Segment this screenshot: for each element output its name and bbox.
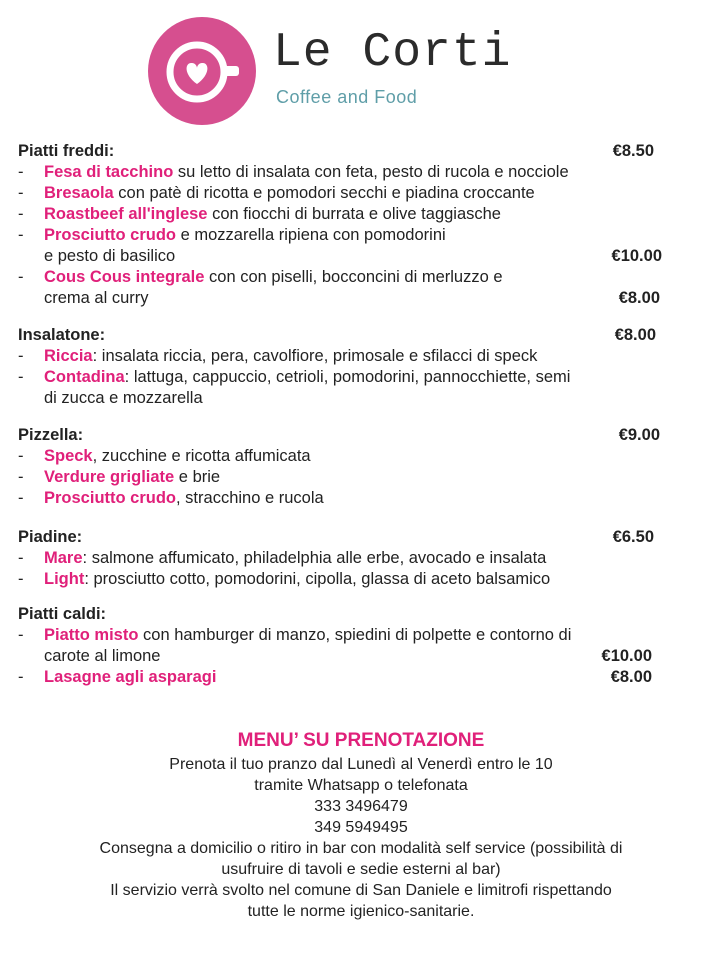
menu-item: - Cous Cous integrale con con piselli, bocconcini di merluzzo e — [18, 268, 503, 286]
booking-info — [0, 728, 722, 922]
booking-title: MENU’ SU PRENOTAZIONE — [237, 730, 485, 751]
section-price: €8.50 — [612, 142, 654, 160]
item-desc-cont: carote al limone — [44, 647, 161, 665]
item-desc: su letto di insalata con feta, pesto di rucola e nocciole — [173, 163, 569, 181]
section-piatti-caldi — [18, 604, 652, 688]
menu-item-continued — [18, 388, 656, 409]
section-title: Pizzella: — [18, 426, 84, 444]
phone-number: 349 5949495 — [314, 819, 408, 836]
phone-number: 333 3496479 — [314, 798, 408, 815]
menu-item: - Prosciutto crudo e mozzarella ripiena con pomodorini — [18, 226, 446, 244]
menu-item: - Piatto misto con hamburger di manzo, spiedini di polpette e contorno di — [18, 626, 572, 644]
menu-item: - Bresaola con patè di ricotta e pomodori secchi e piadina croccante — [18, 184, 535, 202]
brand-subtitle: Coffee and Food — [276, 87, 418, 107]
section-title: Insalatone: — [18, 326, 106, 344]
item-desc-cont: crema al curry — [44, 289, 149, 307]
menu-item: - Verdure grigliate e brie — [18, 468, 221, 486]
section-title: Piadine: — [18, 528, 83, 546]
item-name: Lasagne agli asparagi — [44, 668, 217, 686]
item-price: €8.00 — [618, 289, 660, 307]
booking-line: Prenota il tuo pranzo dal Lunedì al Venerdì entro le 10 — [169, 756, 553, 773]
booking-line: usufruire di tavoli e sedie esterni al bar) — [221, 861, 501, 878]
menu-item: - Prosciutto crudo, stracchino e rucola — [18, 489, 324, 507]
menu-item: - Roastbeef all'inglese con fiocchi di burrata e olive taggiasche — [18, 205, 501, 223]
menu-item: - Lasagne agli asparagi €8.00 — [18, 668, 652, 686]
menu-item-continued — [18, 246, 662, 267]
menu-item: - Speck, zucchine e ricotta affumicata — [18, 447, 311, 465]
item-name: Prosciutto crudo — [44, 226, 177, 244]
booking-line: Consegna a domicilio o ritiro in bar con modalità self service (possibilità di — [99, 840, 623, 857]
section-insalatone — [18, 325, 656, 409]
item-desc: , zucchine e ricotta affumicata — [92, 447, 311, 465]
menu-item: - Mare: salmone affumicato, philadelphia alle erbe, avocado e insalata — [18, 549, 547, 567]
menu-item: - Contadina: lattuga, cappuccio, cetrioli, pomodorini, pannocchiette, semi — [18, 368, 571, 386]
item-desc: , stracchino e rucola — [176, 489, 324, 507]
item-desc: : insalata riccia, pera, cavolfiore, primosale e sfilacci di speck — [92, 347, 538, 365]
item-price: €8.00 — [610, 668, 652, 686]
item-desc: : salmone affumicato, philadelphia alle erbe, avocado e insalata — [82, 549, 547, 567]
item-name: Fesa di tacchino — [44, 163, 174, 181]
menu-item-continued — [18, 288, 660, 309]
item-name: Speck — [44, 447, 93, 465]
item-name: Piatto misto — [44, 626, 139, 644]
menu-item: - Riccia: insalata riccia, pera, cavolfiore, primosale e sfilacci di speck — [18, 347, 538, 365]
item-desc-cont: e pesto di basilico — [44, 247, 176, 265]
coffee-cup-logo-icon — [147, 16, 257, 126]
item-desc: con hamburger di manzo, spiedini di polpette e contorno di — [138, 626, 572, 644]
section-price: €8.00 — [614, 326, 656, 344]
item-desc-cont: di zucca e mozzarella — [44, 389, 203, 407]
booking-line: tutte le norme igienico-sanitarie. — [247, 903, 475, 920]
item-desc: e brie — [174, 468, 221, 486]
section-price: €9.00 — [618, 426, 660, 444]
item-desc: : prosciutto cotto, pomodorini, cipolla, glassa di aceto balsamico — [84, 570, 551, 588]
item-name: Roastbeef all'inglese — [44, 205, 208, 223]
item-desc: con con piselli, bocconcini di merluzzo e — [204, 268, 503, 286]
item-name: Verdure grigliate — [44, 468, 175, 486]
item-desc: con patè di ricotta e pomodori secchi e piadina croccante — [113, 184, 535, 202]
item-desc: : lattuga, cappuccio, cetrioli, pomodorini, pannocchiette, semi — [124, 368, 571, 386]
item-desc: e mozzarella ripiena con pomodorini — [176, 226, 446, 244]
item-name: Riccia — [44, 347, 93, 365]
item-name: Light — [44, 570, 85, 588]
menu-item: - Fesa di tacchino su letto di insalata con feta, pesto di rucola e nocciole — [18, 163, 569, 181]
booking-line: Il servizio verrà svolto nel comune di San Daniele e limitrofi rispettando — [110, 882, 612, 899]
item-name: Bresaola — [44, 184, 114, 202]
item-name: Contadina — [44, 368, 125, 386]
section-title: Piatti freddi: — [18, 142, 115, 160]
item-price: €10.00 — [611, 247, 662, 265]
item-price: €10.00 — [601, 647, 652, 665]
item-name: Mare — [44, 549, 83, 567]
section-title: Piatti caldi: — [18, 605, 107, 623]
section-piatti-freddi — [18, 141, 662, 309]
item-name: Cous Cous integrale — [44, 268, 205, 286]
brand-name: Le Corti — [273, 26, 512, 80]
item-desc: con fiocchi di burrata e olive taggiasche — [207, 205, 501, 223]
menu-item-continued — [18, 646, 652, 667]
section-piadine — [18, 527, 654, 590]
item-name: Prosciutto crudo — [44, 489, 177, 507]
booking-line: tramite Whatsapp o telefonata — [254, 777, 468, 794]
section-price: €6.50 — [612, 528, 654, 546]
menu-item: - Light: prosciutto cotto, pomodorini, cipolla, glassa di aceto balsamico — [18, 570, 551, 588]
section-pizzella — [18, 425, 660, 509]
